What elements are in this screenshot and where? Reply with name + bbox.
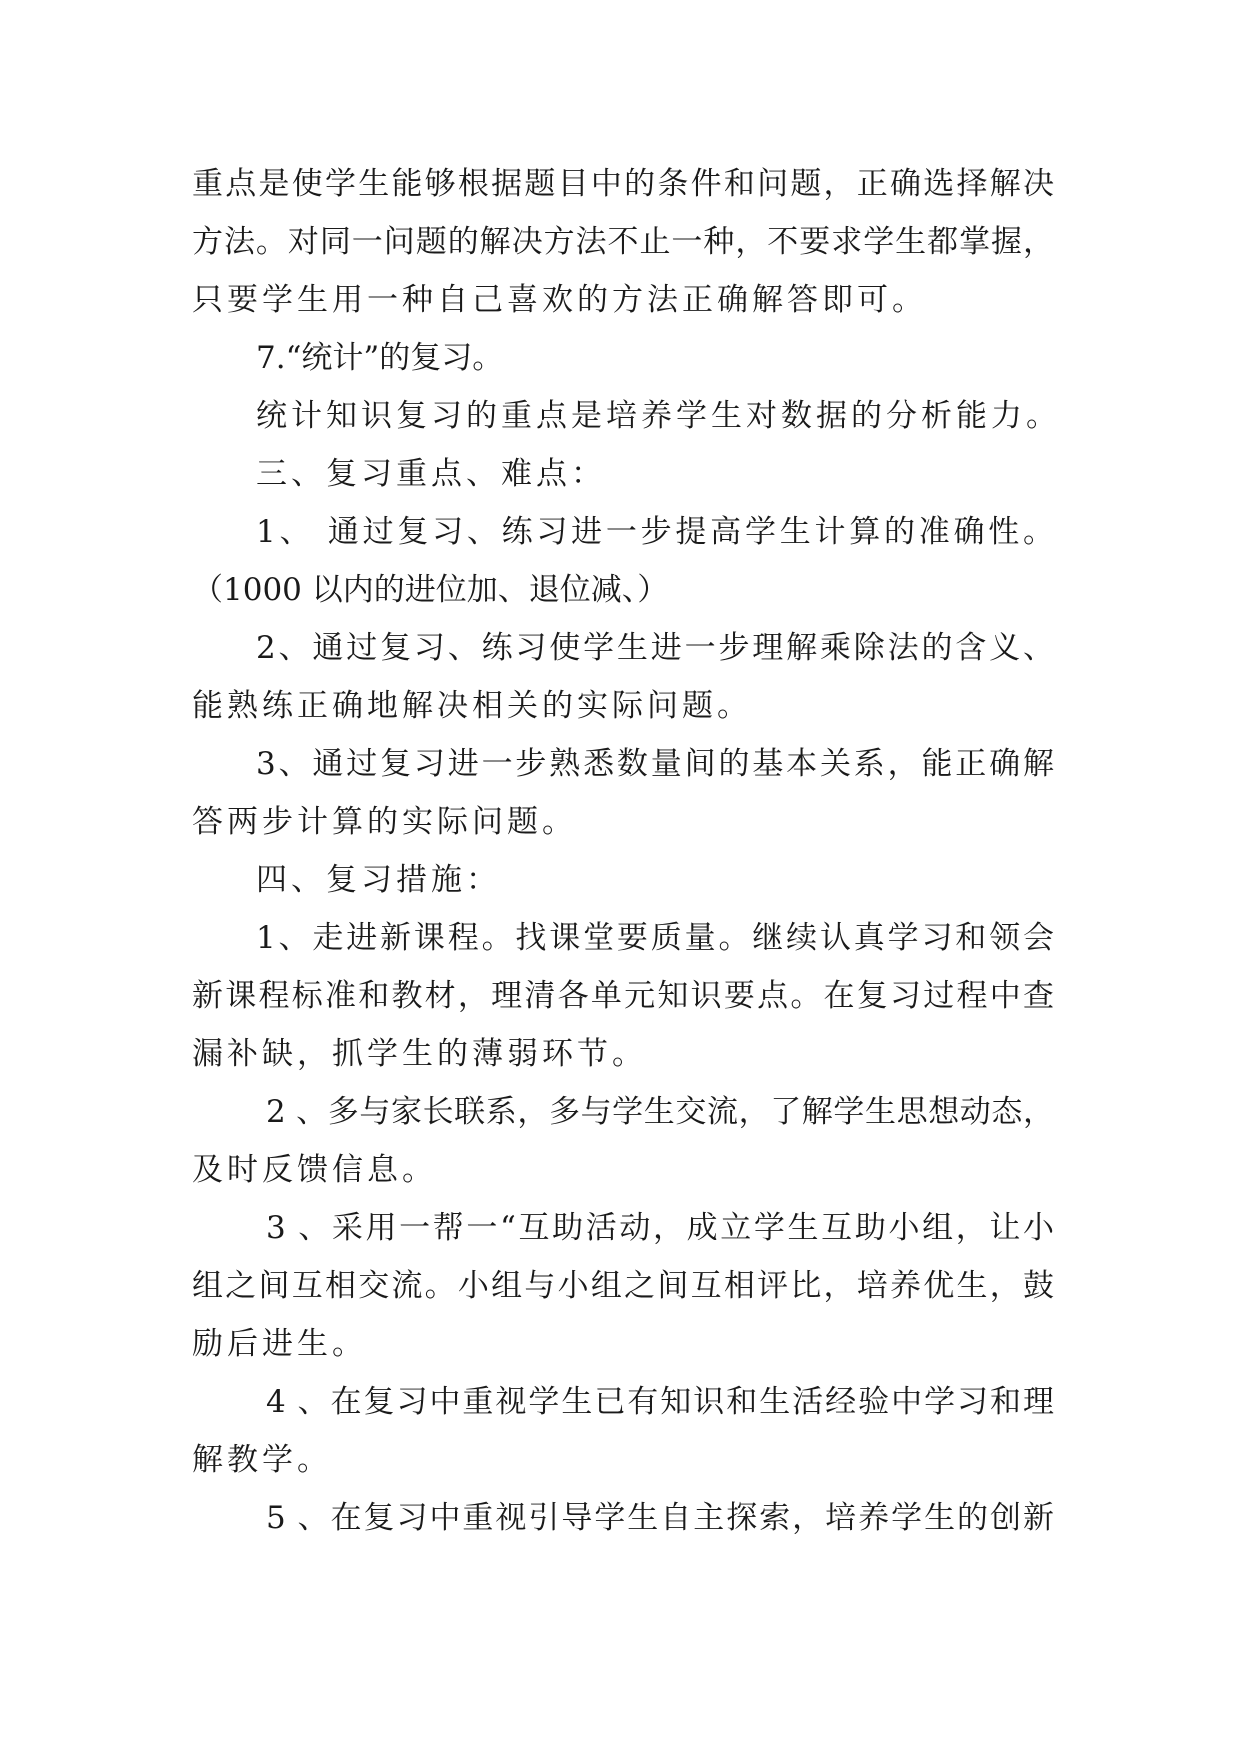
- text-line-5: 统计知识复习的重点是培养学生对数据的分析能力。: [256, 398, 1061, 434]
- measure-1-line-1: 1、走进新课程。找课堂要质量。继续认真学习和领会: [256, 920, 1054, 956]
- section-heading-statistics: 7.“统计”的复习。: [256, 340, 504, 376]
- measure-1-line-3: 漏补缺，抓学生的薄弱环节。: [192, 1036, 647, 1072]
- measure-4-line-1: 4 、在复习中重视学生已有知识和生活经验中学习和理: [266, 1384, 1054, 1420]
- list-item-1-line-2: （1000 以内的进位加、退位减、）: [192, 572, 669, 608]
- measure-1-line-2: 新课程标准和教材，理清各单元知识要点。在复习过程中查: [192, 978, 1054, 1014]
- list-item-3-line-1: 3、通过复习进一步熟悉数量间的基本关系，能正确解: [256, 746, 1054, 782]
- measure-3-line-1: 3 、采用一帮一“互助活动，成立学生互助小组，让小: [266, 1210, 1054, 1246]
- measure-5-line-1: 5 、在复习中重视引导学生自主探索，培养学生的创新: [266, 1500, 1054, 1536]
- measure-3-line-2: 组之间互相交流。小组与小组之间互相评比，培养优生，鼓: [192, 1268, 1054, 1304]
- list-item-2-line-2: 能熟练正确地解决相关的实际问题。: [192, 688, 752, 724]
- text-line-1: 重点是使学生能够根据题目中的条件和问题，正确选择解决: [192, 166, 1054, 202]
- list-item-1-line-1: 1、 通过复习、练习进一步提高学生计算的准确性。: [256, 514, 1054, 550]
- measure-3-line-3: 励后进生。: [192, 1326, 367, 1362]
- section-heading-key-points: 三、复习重点、难点：: [256, 456, 606, 492]
- measure-2-line-1: 2 、多与家长联系，多与学生交流，了解学生思想动态，: [266, 1094, 1054, 1130]
- list-item-2-line-1: 2、通过复习、练习使学生进一步理解乘除法的含义、: [256, 630, 1054, 666]
- measure-2-line-2: 及时反馈信息。: [192, 1152, 437, 1188]
- text-line-2: 方法。对同一问题的解决方法不止一种，不要求学生都掌握，: [192, 224, 1054, 260]
- list-item-3-line-2: 答两步计算的实际问题。: [192, 804, 577, 840]
- measure-4-line-2: 解教学。: [192, 1442, 332, 1478]
- section-heading-measures: 四、复习措施：: [256, 862, 501, 898]
- text-line-3: 只要学生用一种自己喜欢的方法正确解答即可。: [192, 282, 927, 318]
